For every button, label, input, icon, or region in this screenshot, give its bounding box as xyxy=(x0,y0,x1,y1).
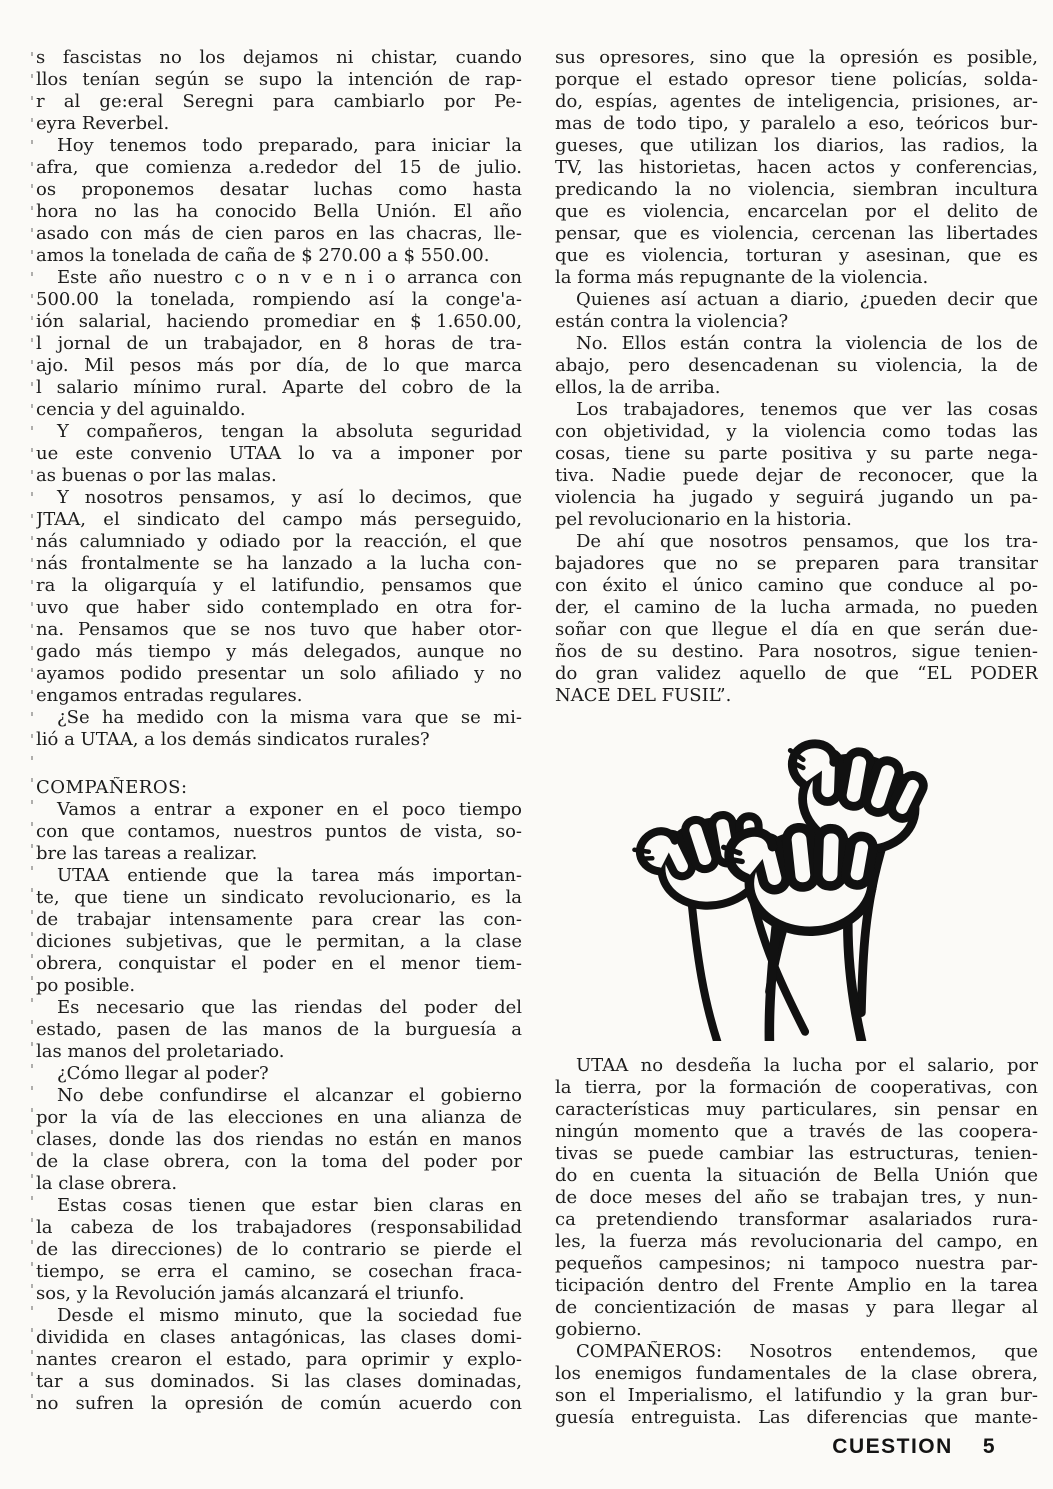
text-line: guesía entreguista. Las diferencias que mante- xyxy=(555,1407,1038,1428)
text-line: están contra la violencia? xyxy=(555,311,789,332)
text-line: ¿Se ha medido con la misma vara que se mi- xyxy=(57,707,522,728)
text-line: Y compañeros, tengan la absoluta seguridad xyxy=(57,421,522,442)
text-line: te, que tiene un sindicato revolucionario, es la xyxy=(36,887,522,908)
right-column-bottom-text xyxy=(555,1055,1038,1429)
text-line: JTAA, el sindicato del campo más perseguido, xyxy=(36,509,522,530)
text-line: Desde el mismo minuto, que la sociedad fue xyxy=(57,1305,522,1326)
text-line: gobierno. xyxy=(555,1319,642,1340)
text-line: ue este convenio UTAA lo va a imponer por xyxy=(36,443,522,464)
text-line: s fascistas no los dejamos ni chistar, cuando xyxy=(36,47,522,68)
text-line: que es violencia, encarcelan por el delito de xyxy=(555,201,1038,222)
paragraph xyxy=(36,1305,522,1415)
text-line: bre las tareas a realizar. xyxy=(36,843,258,864)
text-line: 500.00 la tonelada, rompiendo así la conge'a- xyxy=(36,289,522,310)
text-line: ayamos podido presentar un solo afiliado y no xyxy=(36,663,522,684)
text-line: hora no las ha conocido Bella Unión. El año xyxy=(36,201,522,222)
text-line: gado más tiempo y más delegados, aunque no xyxy=(36,641,522,662)
text-line: cencia y del aguinaldo. xyxy=(36,399,246,420)
text-line: las manos del proletariado. xyxy=(36,1041,285,1062)
text-line: tiva. Nadie puede dejar de reconocer, que la xyxy=(555,465,1038,486)
text-line: Quienes así actuan a diario, ¿pueden decir que xyxy=(576,289,1038,310)
paragraph xyxy=(555,1341,1038,1429)
paragraph xyxy=(36,1063,522,1085)
text-line: na. Pensamos que se nos tuvo que haber otor- xyxy=(36,619,522,640)
text-line: la cabeza de los trabajadores (responsabilidad xyxy=(36,1217,522,1238)
text-line: der, el camino de la lucha armada, no pueden xyxy=(555,597,1038,618)
text-line: porque el estado opresor tiene policías, solda- xyxy=(555,69,1038,90)
paragraph xyxy=(555,289,1038,333)
text-line: r al ge:eral Seregni para cambiarlo por Pe- xyxy=(36,91,522,112)
text-line: pel revolucionario en la historia. xyxy=(555,509,852,530)
text-line: mas de todo tipo, y paralelo a eso, teóricos bur- xyxy=(555,113,1038,134)
text-line: Y nosotros pensamos, y así lo decimos, que xyxy=(57,487,522,508)
text-line: COMPAÑEROS: xyxy=(36,777,188,798)
text-line: nantes crearon el estado, para oprimir y explo- xyxy=(36,1349,522,1370)
text-line: Hoy tenemos todo preparado, para iniciar la xyxy=(57,135,522,156)
text-line: que es violencia, torturan y asesinan, que es xyxy=(555,245,1038,266)
paragraph xyxy=(36,421,522,487)
text-line: TV, las historietas, hacen actos y conferencias, xyxy=(555,157,1038,178)
text-line: NACE DEL FUSIL”. xyxy=(555,685,732,706)
paragraph xyxy=(36,1195,522,1305)
text-line: abajo, pero desencadenan su violencia, la de xyxy=(555,355,1038,376)
text-line: características muy particulares, sin pensar en xyxy=(555,1099,1038,1120)
text-line: son el Imperialismo, el latifundio y la gran bur- xyxy=(555,1385,1038,1406)
text-line: de la clase obrera, con la toma del poder por xyxy=(36,1151,522,1172)
text-line: la forma más repugnante de la violencia. xyxy=(555,267,929,288)
paragraph xyxy=(555,47,1038,289)
paragraph xyxy=(36,707,522,751)
paragraph xyxy=(36,267,522,421)
text-line: ra la oligarquía y el latifundio, pensamos que xyxy=(36,575,522,596)
text-line: UTAA no desdeña la lucha por el salario, por xyxy=(576,1055,1038,1076)
text-line: do gran validez aquello de que “EL PODER xyxy=(555,663,1038,684)
section-heading xyxy=(36,777,522,799)
text-line: No debe confundirse el alcanzar el gobierno xyxy=(57,1085,522,1106)
page-number: 5 xyxy=(982,1435,996,1458)
paragraph xyxy=(36,135,522,267)
text-line: Estas cosas tienen que estar bien claras en xyxy=(57,1195,522,1216)
text-line: no sufren la opresión de común acuerdo con xyxy=(36,1393,522,1414)
paragraph xyxy=(555,333,1038,399)
right-column xyxy=(555,47,1038,1459)
text-line: bajadores que no se preparen para transitar xyxy=(555,553,1038,574)
text-line: Los trabajadores, tenemos que ver las cosas xyxy=(576,399,1038,420)
paragraph xyxy=(36,487,522,707)
text-line: sus opresores, sino que la opresión es posible, xyxy=(555,47,1038,68)
text-line: clases, donde las dos riendas no están en manos xyxy=(36,1129,522,1150)
text-line: por la vía de las elecciones en una alianza de xyxy=(36,1107,522,1128)
text-line: UTAA entiende que la tarea más importan- xyxy=(57,865,522,886)
text-line: de doce meses del año se trabajan tres, y nun- xyxy=(555,1187,1038,1208)
text-line: tar a sus dominados. Si las clases dominadas, xyxy=(36,1371,522,1392)
text-line: nás calumniado y odiado por la reacción, el que xyxy=(36,531,522,552)
text-line: uvo que haber sido contemplado en otra for- xyxy=(36,597,522,618)
text-line: COMPAÑEROS: Nosotros entendemos, que xyxy=(576,1341,1038,1362)
paragraph xyxy=(555,399,1038,531)
text-line: De ahí que nosotros pensamos, que los tra- xyxy=(576,531,1038,552)
text-line: ¿Cómo llegar al poder? xyxy=(57,1063,269,1084)
paragraph xyxy=(36,997,522,1063)
text-line: engamos entradas regulares. xyxy=(36,685,303,706)
text-line: Es necesario que las riendas del poder del xyxy=(57,997,522,1018)
paragraph xyxy=(36,1085,522,1195)
text-line: ca pretendiendo transformar asalariados rura- xyxy=(555,1209,1038,1230)
text-line: predicando la no violencia, siembran incultura xyxy=(555,179,1038,200)
text-line: po posible. xyxy=(36,975,136,996)
text-line: amos la tonelada de caña de $ 270.00 a $ 550.00. xyxy=(36,245,490,266)
text-line: os proponemos desatar luchas como hasta xyxy=(36,179,522,200)
text-line: de concientización de masas y para llegar al xyxy=(555,1297,1038,1318)
paragraph xyxy=(555,1055,1038,1341)
text-line: pensar, que es violencia, cercenan las libertades xyxy=(555,223,1038,244)
text-line: violencia ha jugado y seguirá jugando un pa- xyxy=(555,487,1038,508)
page-footer xyxy=(555,1435,1038,1459)
text-line: nás frontalmente se ha lanzado a la lucha con- xyxy=(36,553,522,574)
text-line: soñar con que llegue el día en que serán due- xyxy=(555,619,1038,640)
text-line: tiempo, se erra el camino, se cosechan fraca- xyxy=(36,1261,522,1282)
text-line: ajo. Mil pesos más por día, de lo que marca xyxy=(36,355,522,376)
text-line: la clase obrera. xyxy=(36,1173,178,1194)
text-line: l salario mínimo rural. Aparte del cobro de la xyxy=(36,377,522,398)
paragraph xyxy=(36,865,522,997)
text-line: tivas se puede cambiar las estructuras, tenien- xyxy=(555,1143,1038,1164)
text-line: ellos, la de arriba. xyxy=(555,377,721,398)
text-line: llos tenían según se supo la intención de rap- xyxy=(36,69,522,90)
text-line: dividida en clases antagónicas, las clases domi- xyxy=(36,1327,522,1348)
text-line: con objetividad, y la violencia como todas las xyxy=(555,421,1038,442)
text-line: asado con más de cien paros en las chacras, lle- xyxy=(36,223,522,244)
text-line: sos, y la Revolución jamás alcanzará el triunfo. xyxy=(36,1283,465,1304)
text-line: afra, que comienza a.rededor del 15 de julio. xyxy=(36,157,522,178)
text-line: cosas, tiene su parte positiva y su parte nega- xyxy=(555,443,1038,464)
paragraph xyxy=(555,531,1038,707)
text-line: la tierra, por la formación de cooperativas, con xyxy=(555,1077,1038,1098)
text-line: con éxito el único camino que conduce al po- xyxy=(555,575,1038,596)
text-line: ión salarial, haciendo promediar en $ 1.650.00, xyxy=(36,311,522,332)
raised-fists-illustration xyxy=(613,723,1013,1041)
text-line: eyra Reverbel. xyxy=(36,113,170,134)
paragraph xyxy=(36,47,522,135)
text-line: les, la fuerza más revolucionaria del campo, en xyxy=(555,1231,1038,1252)
text-line: de las direcciones) de lo contrario se pierde el xyxy=(36,1239,522,1260)
publication-name: CUESTION xyxy=(832,1435,953,1458)
text-line: do en cuenta la situación de Bella Unión que xyxy=(555,1165,1038,1186)
text-line: diciones subjetivas, que le permitan, a la clase xyxy=(36,931,522,952)
text-line: con que contamos, nuestros puntos de vista, so- xyxy=(36,821,522,842)
text-line: obrera, conquistar el poder en el menor tiem- xyxy=(36,953,522,974)
left-column xyxy=(36,47,522,1415)
text-line: los enemigos fundamentales de la clase obrera, xyxy=(555,1363,1038,1384)
text-line: as buenas o por las malas. xyxy=(36,465,277,486)
scan-cut-edge-artifact xyxy=(31,52,33,1412)
text-line: ningún momento que a través de las coopera- xyxy=(555,1121,1038,1142)
text-line: gueses, que utilizan los diarios, las radios, la xyxy=(555,135,1038,156)
text-line: do, espías, agentes de inteligencia, prisiones, ar- xyxy=(555,91,1038,112)
text-line: estado, pasen de las manos de la burguesía a xyxy=(36,1019,522,1040)
text-line: pequeños campesinos; ni tampoco nuestra par- xyxy=(555,1253,1038,1274)
text-line: ños de su destino. Para nosotros, sigue tenien- xyxy=(555,641,1038,662)
text-line: No. Ellos están contra la violencia de los de xyxy=(576,333,1038,354)
text-line: lió a UTAA, a los demás sindicatos rurales? xyxy=(36,729,430,750)
text-line: ticipación dentro del Frente Amplio en la tarea xyxy=(555,1275,1038,1296)
text-line: de trabajar intensamente para crear las con- xyxy=(36,909,522,930)
text-line: l jornal de un trabajador, en 8 horas de tra- xyxy=(36,333,522,354)
text-line: Este año nuestro c o n v e n i o arranca con xyxy=(57,267,522,288)
right-column-top-text xyxy=(555,47,1038,707)
paragraph xyxy=(36,799,522,865)
text-line: Vamos a entrar a exponer en el poco tiempo xyxy=(57,799,522,820)
